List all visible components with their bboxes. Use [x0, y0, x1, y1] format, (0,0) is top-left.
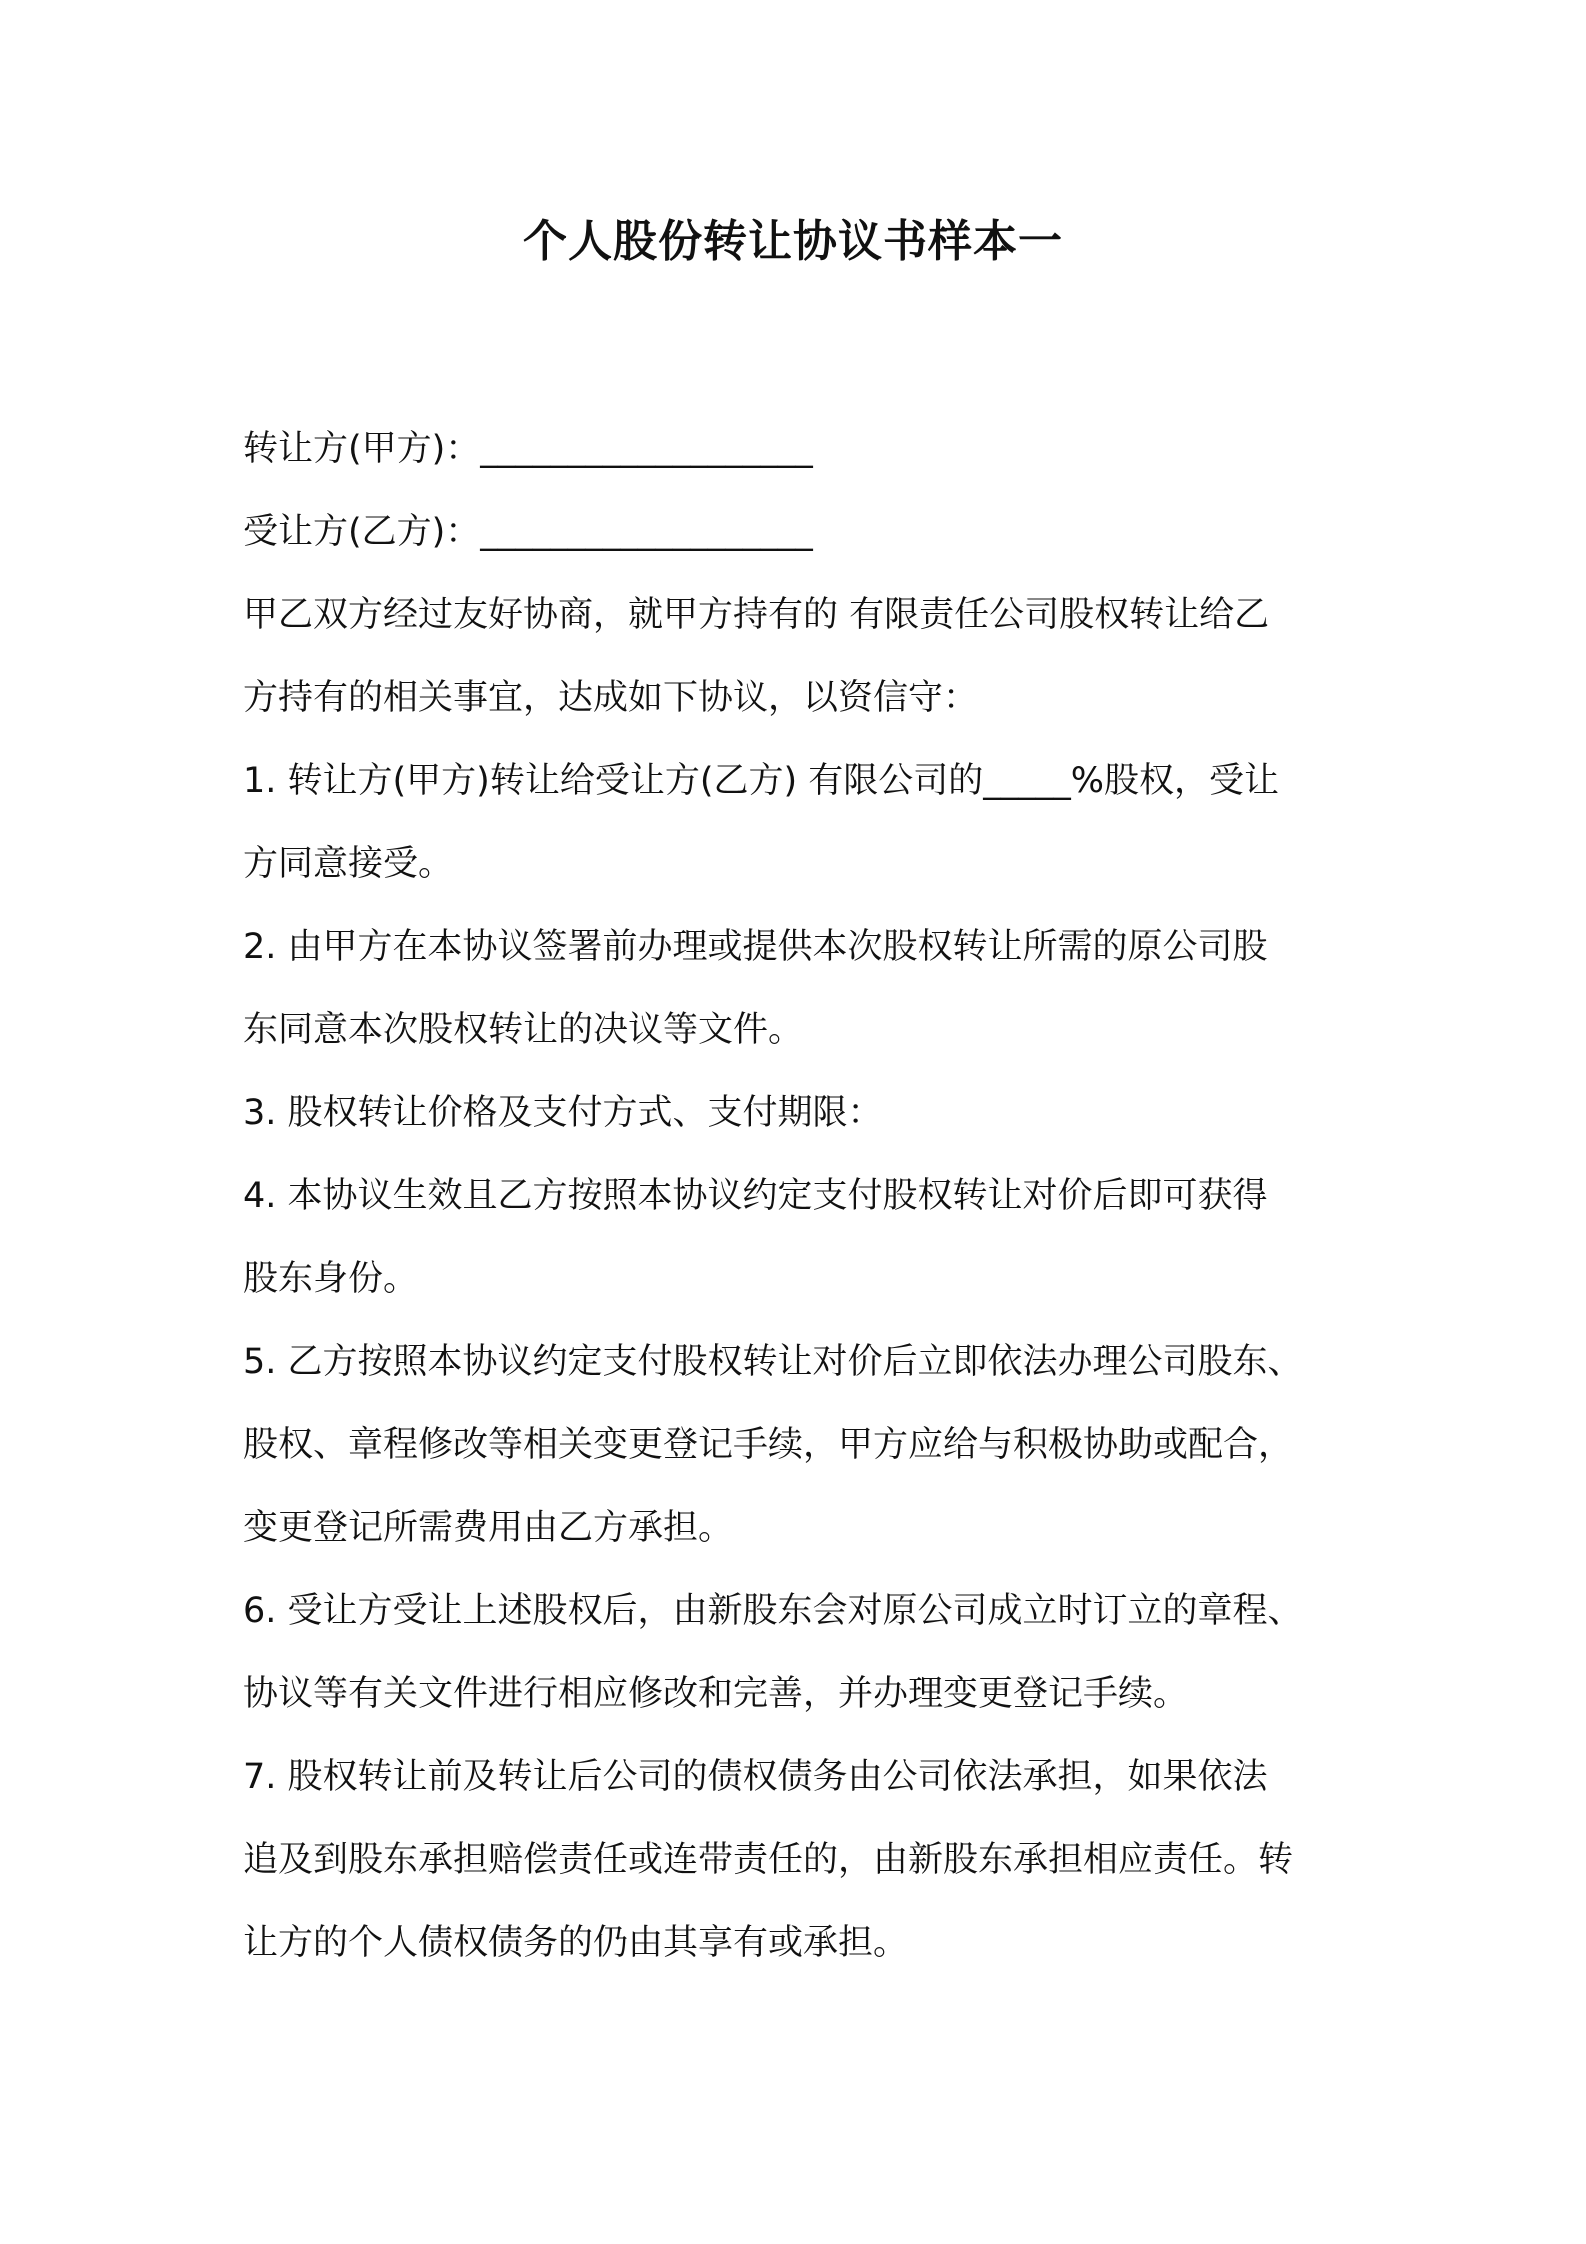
transferor-line: 转让方(甲方)：___________________	[243, 429, 813, 469]
clause-5-line-2: 股权、章程修改等相关变更登记手续，甲方应给与积极协助或配合，	[243, 1425, 1294, 1465]
clause-7-line-1: 7. 股权转让前及转让后公司的债权债务由公司依法承担，如果依法	[243, 1757, 1268, 1797]
document-title: 个人股份转让协议书样本一	[523, 216, 1063, 267]
clause-6-line-1: 6. 受让方受让上述股权后，由新股东会对原公司成立时订立的章程、	[243, 1591, 1303, 1631]
clause-1-line-2: 方同意接受。	[243, 844, 454, 884]
clause-7-line-3: 让方的个人债权债务的仍由其享有或承担。	[243, 1923, 909, 1963]
clause-4-line-1: 4. 本协议生效且乙方按照本协议约定支付股权转让对价后即可获得	[243, 1176, 1268, 1216]
document-body	[243, 408, 1363, 1985]
preamble-line-2: 方持有的相关事宜，达成如下协议，以资信守：	[243, 678, 979, 718]
clause-5-line-1: 5. 乙方按照本协议约定支付股权转让对价后立即依法办理公司股东、	[243, 1342, 1303, 1382]
clause-7-line-2: 追及到股东承担赔偿责任或连带责任的，由新股东承担相应责任。转	[243, 1840, 1294, 1880]
clause-3-line-1: 3. 股权转让价格及支付方式、支付期限：	[243, 1093, 883, 1133]
clause-2-line-2: 东同意本次股权转让的决议等文件。	[243, 1010, 804, 1050]
clause-2-line-1: 2. 由甲方在本协议签署前办理或提供本次股权转让所需的原公司股	[243, 927, 1268, 967]
clause-6-line-2: 协议等有关文件进行相应修改和完善，并办理变更登记手续。	[243, 1674, 1189, 1714]
clause-5-line-3: 变更登记所需费用由乙方承担。	[243, 1508, 734, 1548]
preamble-line-1: 甲乙双方经过友好协商，就甲方持有的 有限责任公司股权转让给乙	[243, 595, 1270, 635]
clause-4-line-2: 股东身份。	[243, 1259, 419, 1299]
transferee-line: 受让方(乙方)：___________________	[243, 512, 813, 552]
clause-1-line-1: 1. 转让方(甲方)转让给受让方(乙方) 有限公司的_____%股权，受让	[243, 761, 1280, 801]
